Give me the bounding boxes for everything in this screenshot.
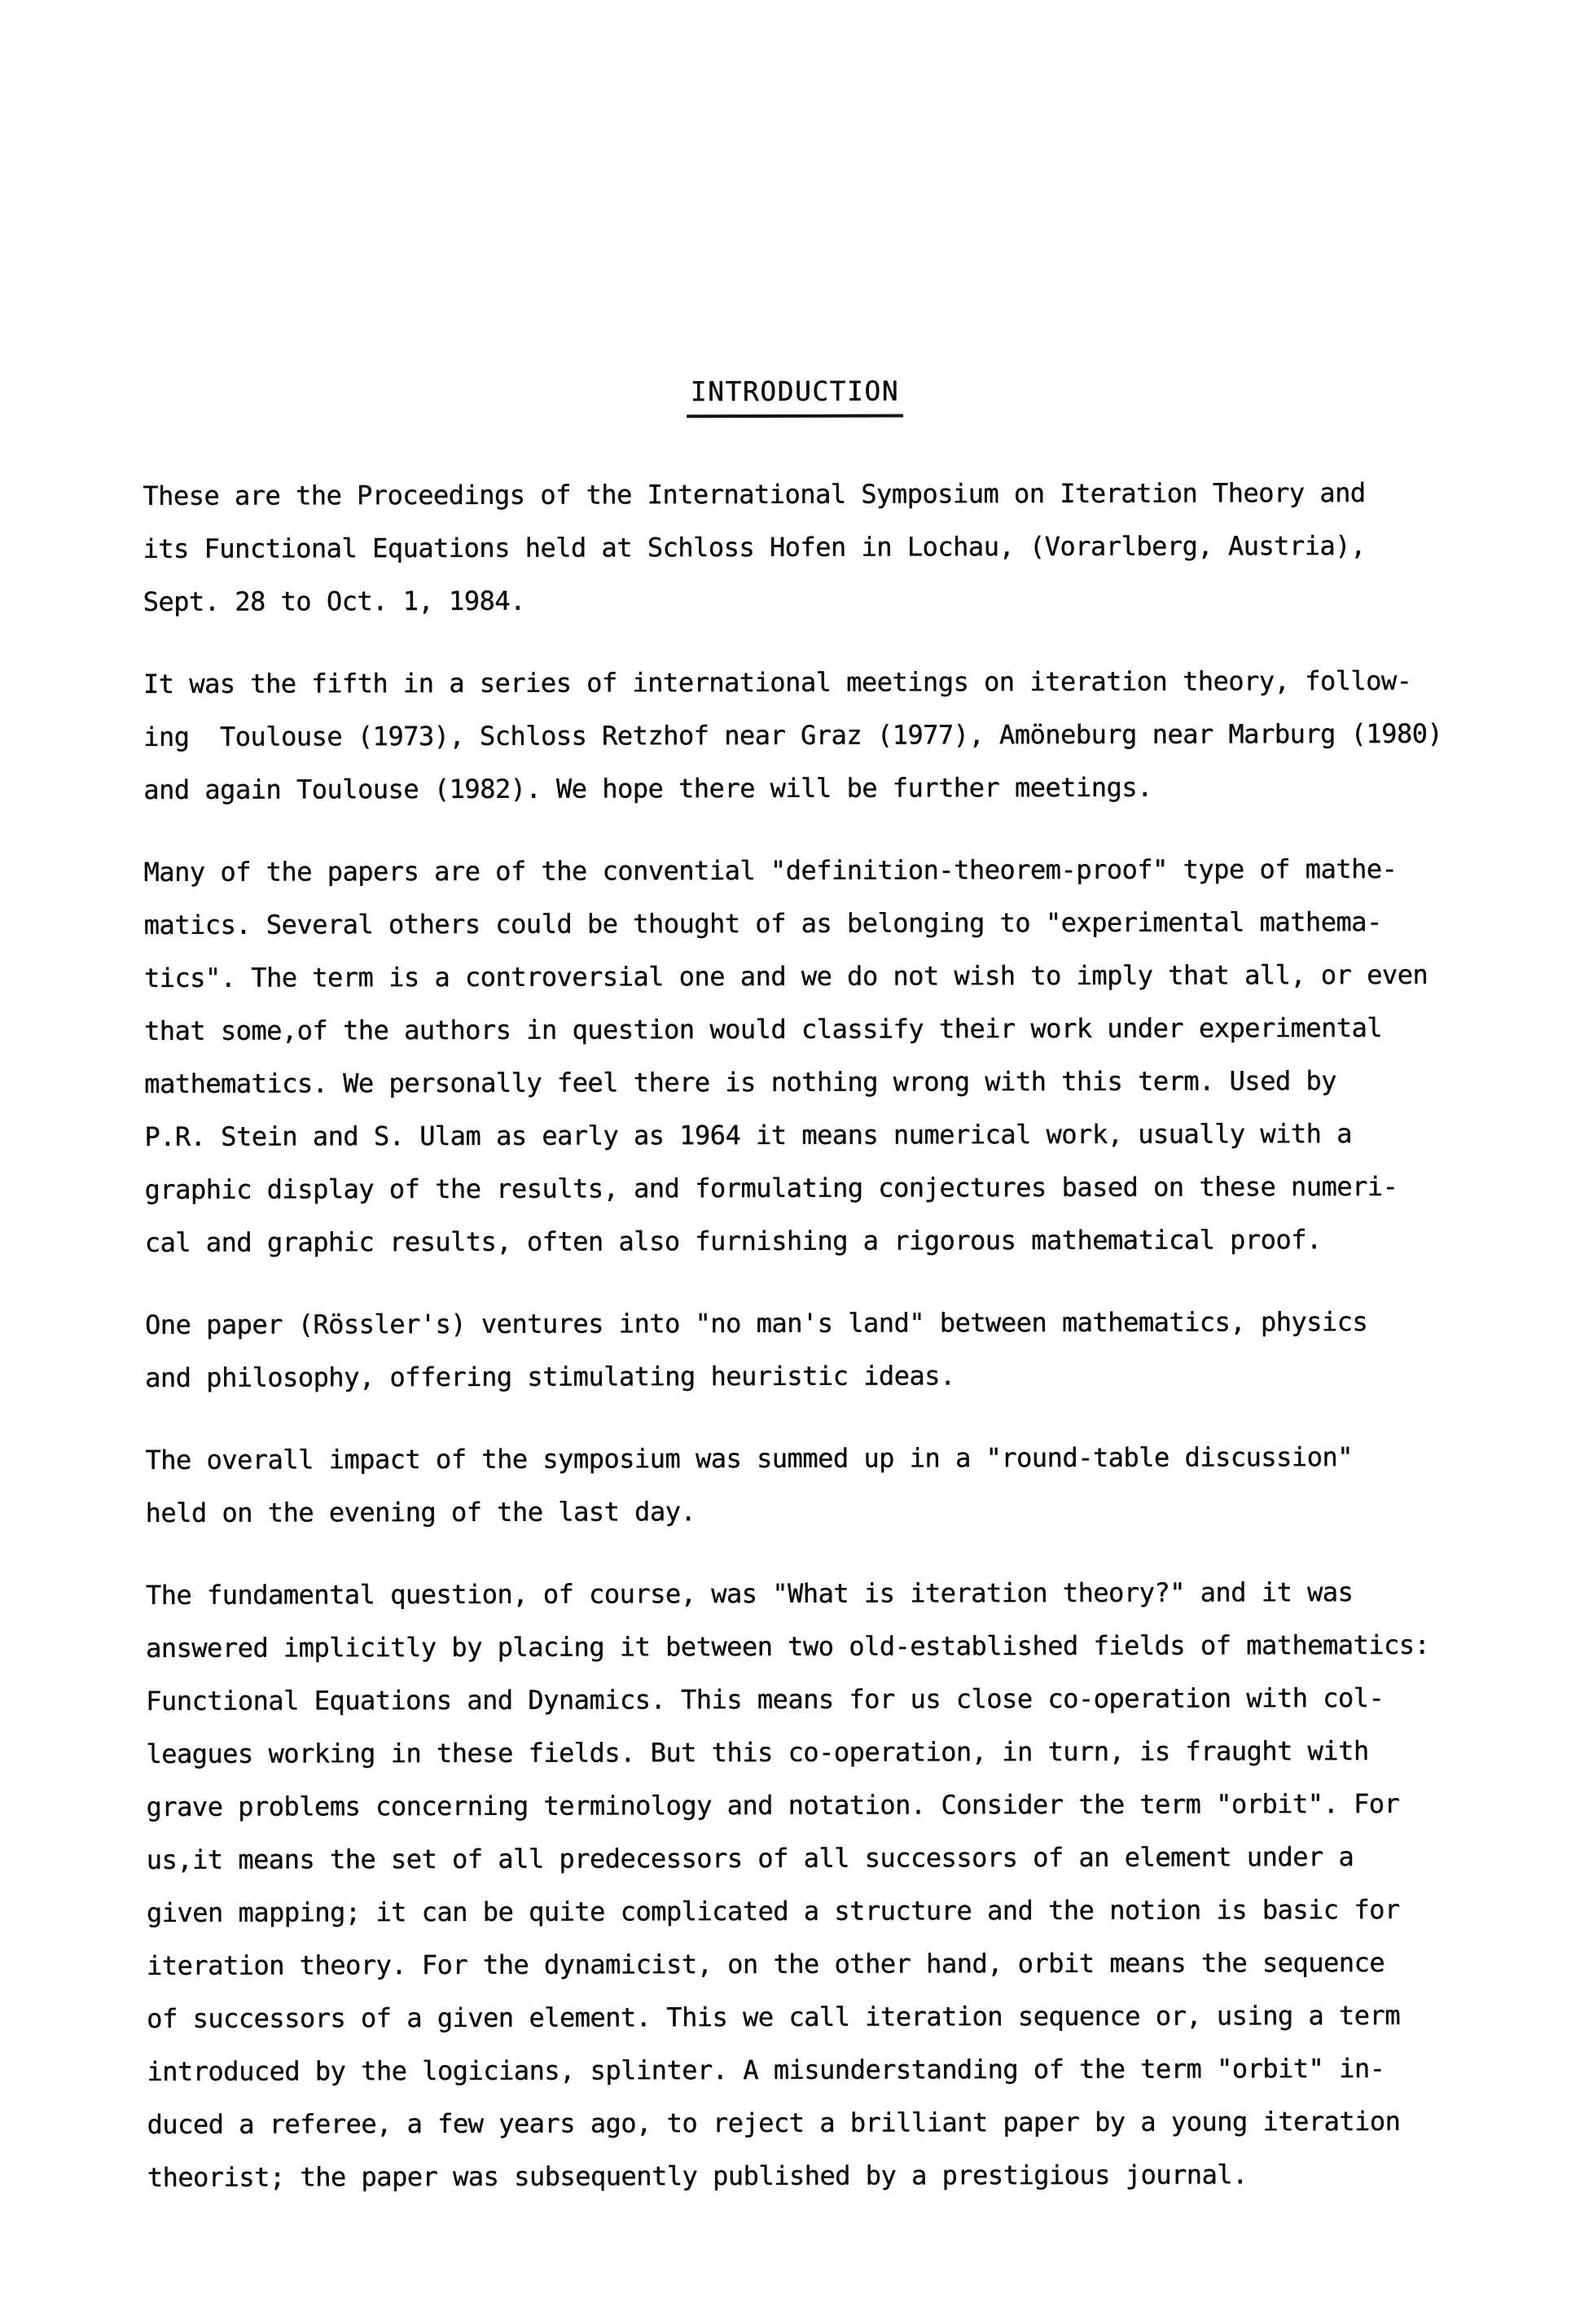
text-line: introduced by the logicians, splinter. A misunderstanding of the term "orbit" in-: [147, 2053, 1385, 2087]
paragraph: [143, 655, 1464, 817]
title-container: [143, 373, 1462, 419]
text-line: tics". The term is a controversial one and we do not wish to imply that all, or even: [143, 958, 1428, 993]
paragraph: [143, 467, 1463, 629]
text-line: iteration theory. For the dynamicist, on the other hand, orbit means the sequence: [147, 1947, 1385, 1981]
text-line: These are the Proceedings of the International Symposium on Iteration Theory and: [143, 477, 1366, 511]
text-line: of successors of a given element. This we call iteration sequence or, using a term: [147, 1999, 1401, 2034]
text-line: given mapping; it can be quite complicated a structure and the notion is basic for: [146, 1893, 1400, 1928]
text-line: its Functional Equations held at Schloss Hofen in Lochau, (Vorarlberg, Austria),: [143, 530, 1366, 564]
text-line: and again Toulouse (1982). We hope there will be further meetings.: [143, 771, 1152, 805]
text-line: The overall impact of the symposium was summed up in a "round-table discussion": [145, 1441, 1354, 1476]
paragraph: [145, 1431, 1464, 1540]
text-line: theorist; the paper was subsequently published by a prestigious journal.: [147, 2159, 1248, 2193]
text-line: that some,of the authors in question would classify their work under experimental: [144, 1012, 1383, 1046]
text-line: graphic display of the results, and formulating conjectures based on these numeri-: [144, 1170, 1398, 1205]
text-line: P.R. Stein and S. Ulam as early as 1964 it means numerical work, usually with a: [144, 1118, 1352, 1152]
text-line: Many of the papers are of the convential "definition-theorem-proof" type of mathe-: [143, 853, 1398, 888]
text-line: us,it means the set of all predecessors of all successors of an element under a: [146, 1841, 1354, 1875]
text-line: The fundamental question, of course, was "What is iteration theory?" and it was: [145, 1576, 1354, 1611]
paragraph: [145, 1296, 1464, 1405]
document-content: [143, 373, 1467, 2234]
paragraph: [144, 843, 1464, 1269]
text-line: grave problems concerning terminology and notation. Consider the term "orbit". For: [146, 1787, 1400, 1822]
text-line: held on the evening of the last day.: [145, 1496, 696, 1528]
text-line: ing Toulouse (1973), Schloss Retzhof near Graz (1977), Amöneburg near Marburg (1980): [143, 717, 1443, 752]
text-line: answered implicitly by placing it between two old-established fields of mathematics:: [146, 1629, 1430, 1664]
text-line: Sept. 28 to Oct. 1, 1984.: [143, 585, 525, 617]
text-line: Functional Equations and Dynamics. This means for us close co-operation with col-: [146, 1682, 1385, 1717]
document-body: [143, 467, 1467, 2204]
text-line: It was the fifth in a series of international meetings on iteration theory, follow-: [143, 664, 1412, 699]
text-line: mathematics. We personally feel there is nothing wrong with this term. Used by: [144, 1065, 1337, 1099]
paragraph: [146, 1566, 1467, 2204]
text-line: One paper (Rössler's) ventures into "no man's land" between mathematics, physics: [145, 1306, 1368, 1340]
text-line: and philosophy, offering stimulating heuristic ideas.: [145, 1360, 955, 1393]
page-title: INTRODUCTION: [687, 375, 904, 419]
text-line: leagues working in these fields. But this co-operation, in turn, is fraught with: [146, 1735, 1369, 1769]
text-line: duced a referee, a few years ago, to reject a brilliant paper by a young iteration: [147, 2105, 1401, 2140]
text-line: cal and graphic results, often also furnishing a rigorous mathematical proof.: [144, 1224, 1322, 1258]
text-line: matics. Several others could be thought of as belonging to "experimental mathema-: [143, 906, 1382, 941]
